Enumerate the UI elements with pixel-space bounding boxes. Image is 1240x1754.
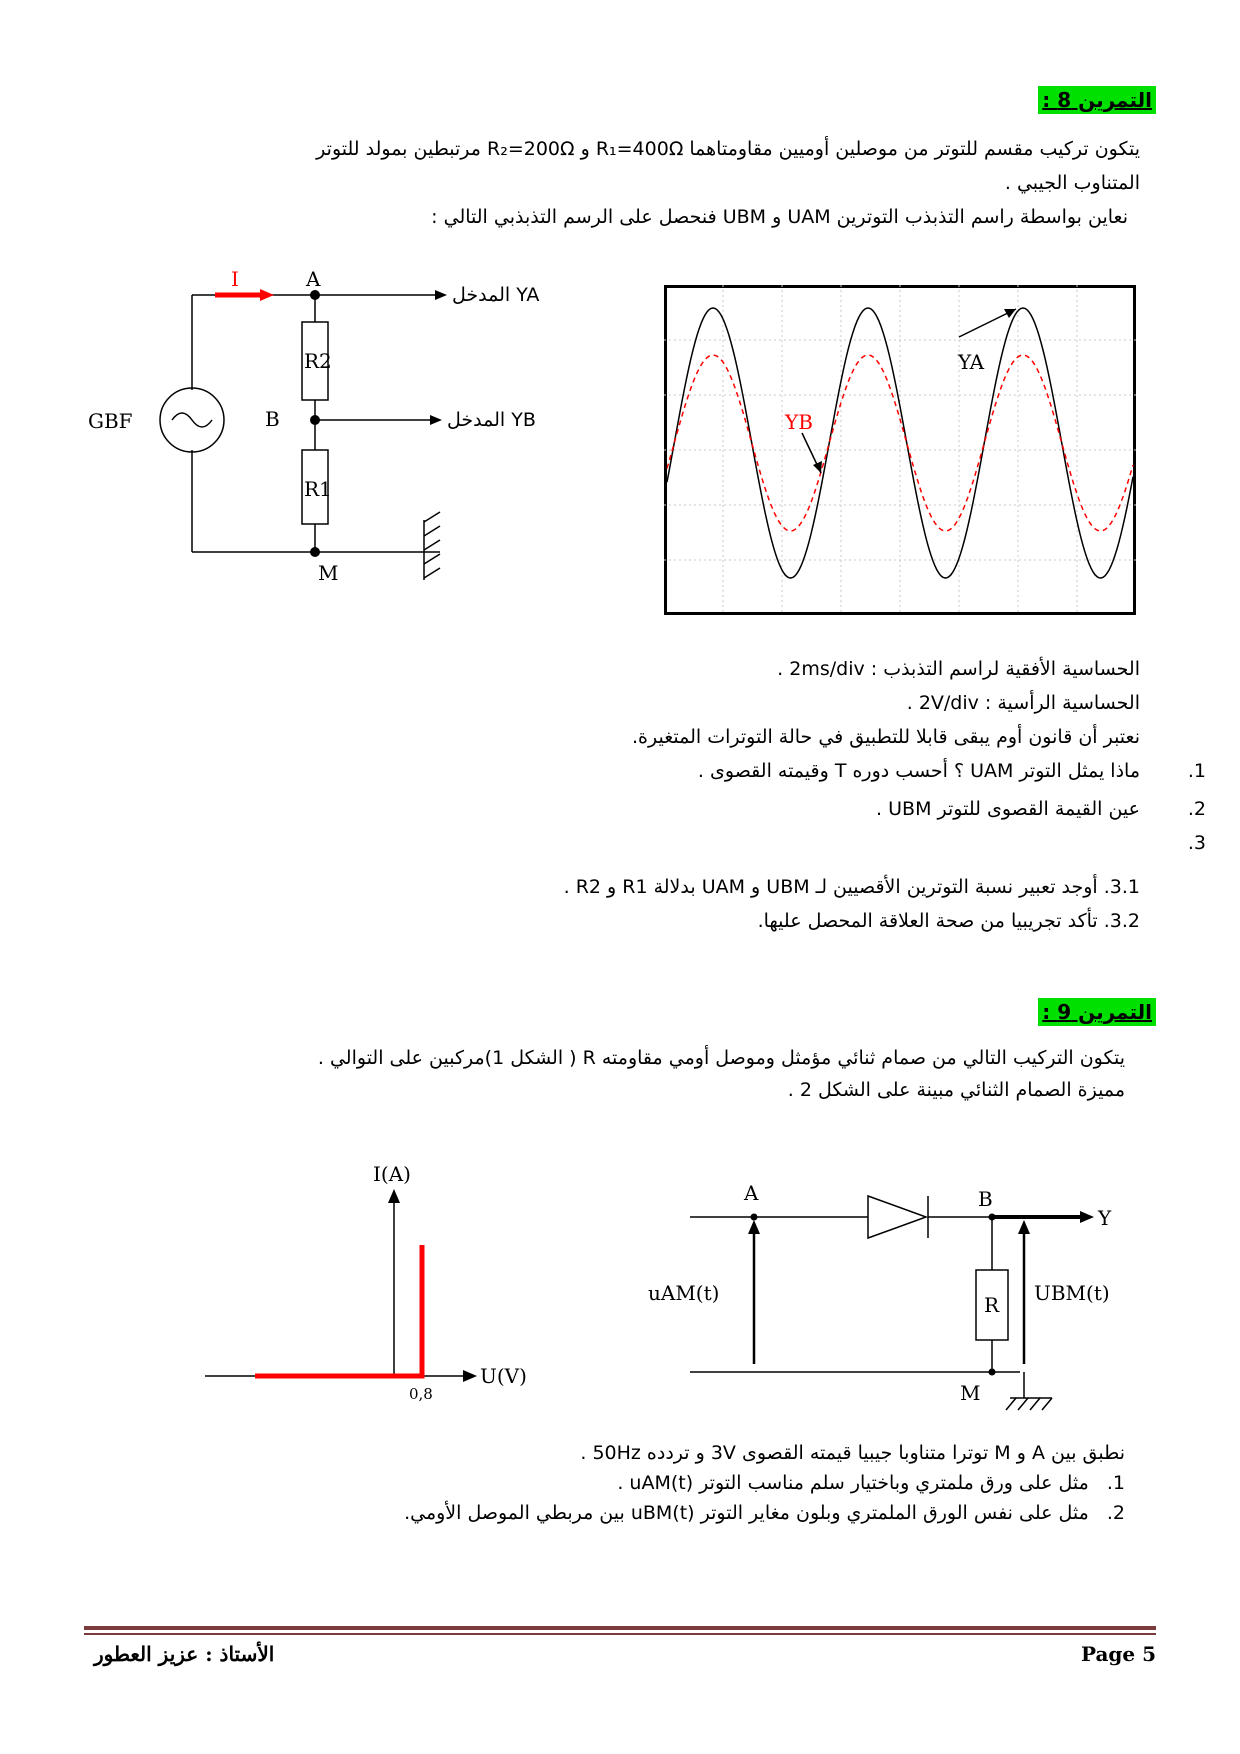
r1-label: R1	[304, 477, 332, 501]
exercise9-questions	[105, 1438, 1125, 1528]
r2-label: R2	[304, 349, 332, 373]
question-3-1: 3.1. أوجد تعبير نسبة التوترين الأقصيين لـ UBM و UAM بدلالة R1 و R2 .	[563, 876, 1140, 898]
exercise8-title: التمرين 8 :	[1038, 86, 1156, 114]
exercise8-intro-line3: نعاين بواسطة راسم التذبذب التوترين UAM و UBM فنحصل على الرسم التذبذبي التالي :	[431, 206, 1128, 228]
question-3-2: 3.2. تأكد تجريبيا من صحة العلاقة المحصل عليها.	[757, 910, 1140, 932]
footer-teacher: الأستاذ : عزيز العطور	[94, 1642, 275, 1666]
exercise9-circuit	[620, 1160, 1140, 1420]
oscilloscope-screen	[664, 285, 1136, 615]
exercise9-question-2	[105, 1498, 1125, 1528]
question-1	[100, 754, 1206, 788]
question-2	[100, 792, 1206, 826]
node-b-label-ex9: B	[978, 1187, 993, 1211]
exercise9-question-1-number: 1.	[1106, 1472, 1125, 1494]
sensitivity-horizontal: الحساسية الأفقية لراسم التذبذب : 2ms/div .	[777, 658, 1140, 680]
u-am-label: uAM(t)	[648, 1281, 720, 1305]
node-a-label-ex9: A	[744, 1181, 759, 1205]
diode-characteristic-graph	[205, 1162, 565, 1405]
exercise8-intro-line1: يتكون تركيب مقسم للتوتر من موصلين أوميين مقاومتاهما R₁=400Ω و R₂=200Ω مرتبطين بمولد للتوتر	[316, 138, 1140, 160]
node-b-label: B	[265, 407, 280, 431]
graph-y-label: I(A)	[373, 1162, 411, 1186]
current-label: I	[231, 267, 239, 291]
exercise9-apply: نطبق بين A و M توترا متناوبا جيبيا قيمته القصوى 3V و تردده 50Hz .	[580, 1442, 1125, 1464]
input-yb-label: المدخل YB	[447, 409, 536, 431]
question-2-number: 2.	[1187, 798, 1206, 820]
sensitivity-vertical: الحساسية الرأسية : 2V/div .	[906, 692, 1140, 714]
footer-rule-thin	[84, 1633, 1156, 1635]
question-3-number: 3.	[1187, 832, 1206, 854]
exercise9-intro-line2: مميزة الصمام الثنائي مبينة على الشكل 2 .	[787, 1079, 1125, 1101]
scope-label-yb: YB	[785, 410, 813, 434]
exercise8-intro	[100, 132, 1140, 234]
exercise9-question-2-number: 2.	[1106, 1502, 1125, 1524]
footer-rule	[84, 1626, 1156, 1630]
input-ya-label: المدخل YA	[452, 284, 540, 306]
exercise9-title: التمرين 9 :	[1038, 998, 1156, 1026]
exercise9-intro	[105, 1042, 1125, 1106]
footer-page-number: Page 5	[1080, 1642, 1156, 1666]
exercise9-question-1	[105, 1468, 1125, 1498]
exercise9-question-1-text: مثل على ورق ملمتري وباختيار سلم مناسب التوتر uAM(t) .	[617, 1472, 1089, 1494]
exercise8-questions	[100, 754, 1206, 938]
graph-threshold-label: 0,8	[409, 1385, 433, 1403]
question-3	[100, 826, 1206, 860]
node-a-label: A	[306, 267, 321, 291]
exercise9-question-2-text: مثل على نفس الورق الملمتري وبلون مغاير التوتر uBM(t) بين مربطي الموصل الأومي.	[404, 1502, 1089, 1524]
node-m-label-ex9: M	[960, 1381, 981, 1405]
question-1-text: ماذا يمثل التوتر UAM ؟ أحسب دوره T وقيمته القصوى .	[697, 760, 1140, 782]
graph-x-label: U(V)	[480, 1364, 527, 1388]
resistor-label: R	[984, 1293, 1000, 1317]
node-m-label: M	[318, 561, 339, 585]
exercise8-settings	[100, 652, 1140, 754]
scope-label-ya: YA	[958, 350, 985, 374]
ohm-assumption: نعتبر أن قانون أوم يبقى قابلا للتطبيق في حالة التوترات المتغيرة.	[632, 726, 1140, 748]
exercise8-intro-line2: المتناوب الجيبي .	[1004, 172, 1140, 194]
question-1-number: 1.	[1187, 760, 1206, 782]
exercise8-circuit	[80, 260, 640, 660]
output-y-label: Y	[1098, 1206, 1112, 1230]
generator-label: GBF	[88, 409, 133, 433]
u-bm-label: UBM(t)	[1034, 1281, 1110, 1305]
exercise9-intro-line1: يتكون التركيب التالي من صمام ثنائي مؤمثل وموصل أومي مقاومته R ( الشكل 1)مركبين على التوالي .	[317, 1047, 1125, 1069]
question-2-text: عين القيمة القصوى للتوتر UBM .	[876, 798, 1140, 820]
